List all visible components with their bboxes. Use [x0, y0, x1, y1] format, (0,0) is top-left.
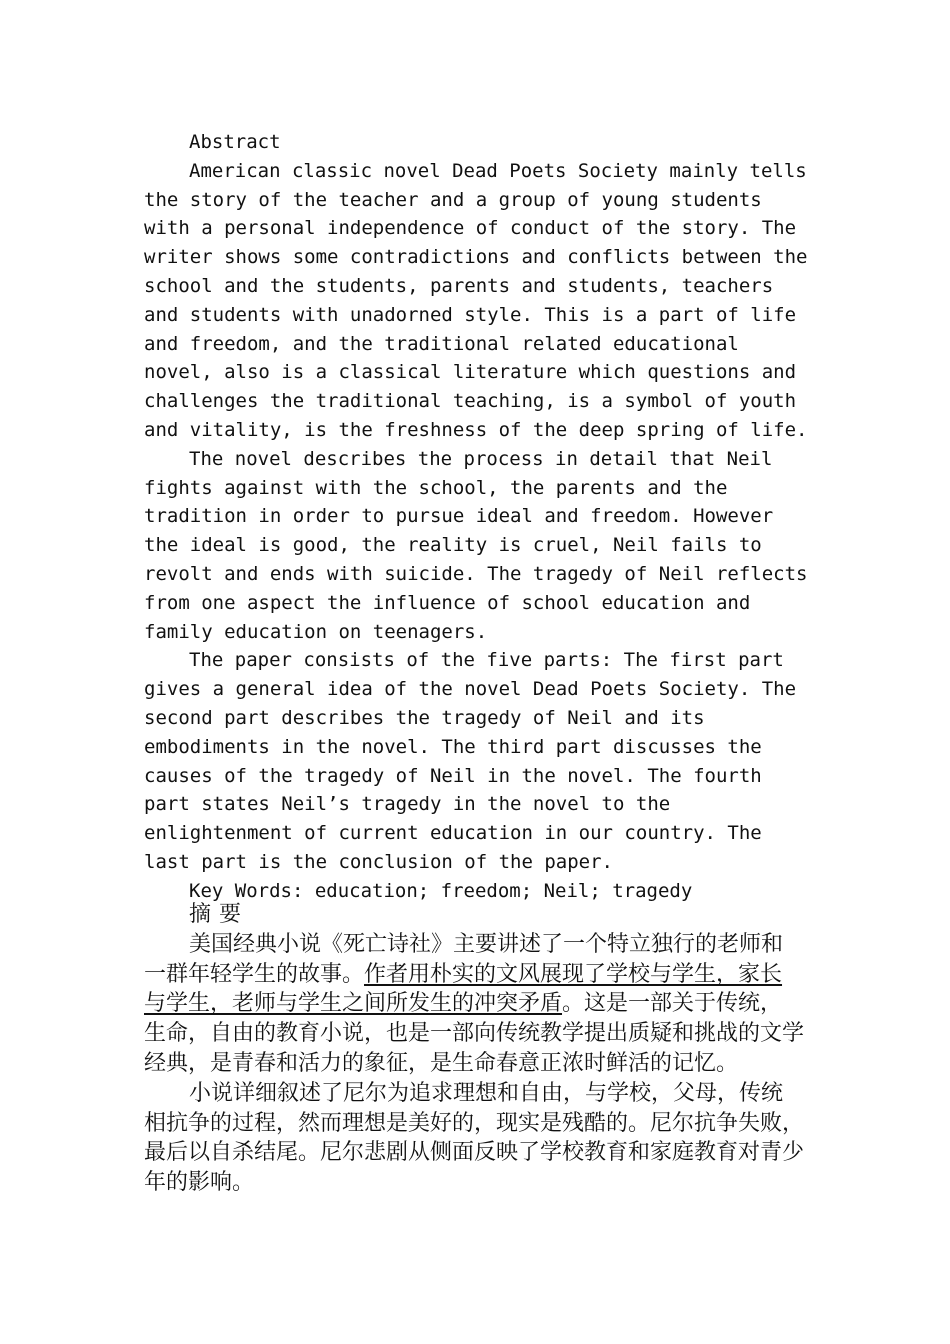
- english-abstract: [144, 128, 814, 906]
- chinese-p1-underlined-text: 作者用朴实的文风展现了学校与学生，家长与学生，老师与学生之间所发生的冲突矛盾: [144, 961, 783, 1017]
- chinese-paragraph-2: 小说详细叙述了尼尔为追求理想和自由，与学校，父母，传统相抗争的过程，然而理想是美好的，现实是残酷的。尼尔抗争失败，最后以自杀结尾。尼尔悲剧从侧面反映了学校教育和家庭教育对青少年的影响。: [144, 1080, 805, 1196]
- abstract-keywords: Key Words: education; freedom; Neil; tragedy: [189, 879, 693, 902]
- chinese-abstract-heading: 摘要: [189, 902, 250, 927]
- abstract-paragraph-3: The paper consists of the five parts: The first part gives a general idea of the novel Dead Poets Society. The second part describes the tragedy of Neil and its embodiments in the novel. The third part discusses the causes of the tragedy of Neil in the novel. The fourth part states Neil’s tragedy in the novel to the enlightenment of current education in our country. The last part is the conclusion of the paper.: [144, 649, 797, 873]
- chinese-p1-text-start: 美国经典小说《死亡诗社》主要讲述了一个特立独行的老师和一群年轻学生的故事。: [144, 931, 784, 987]
- abstract-heading: Abstract: [189, 131, 281, 153]
- abstract-paragraph-2: The novel describes the process in detail that Neil fights against with the school, the parents and the tradition in order to pursue ideal and freedom. However the ideal is good, the reality is cruel, Neil fails to revolt and ends with suicide. The tragedy of Neil reflects from one aspect the influence of school education and family education on teenagers.: [144, 447, 808, 643]
- chinese-paragraph-1: [144, 930, 804, 1079]
- chinese-abstract: [144, 900, 804, 1198]
- chinese-p1-text-end: 。这是一部关于传统，生命，自由的教育小说，也是一部向传统教学提出质疑和挑战的文学经典，是青春和活力的象征，是生命春意正浓时鲜活的记忆。: [144, 991, 805, 1076]
- abstract-paragraph-1: American classic novel Dead Poets Society mainly tells the story of the teacher and a group of young students with a personal independence of conduct of the story. The writer shows some contradictions and conflicts between the school and the students, parents and students, teachers and students with unadorned style. This is a part of life and freedom, and the traditional related educational novel, also is a classical literature which questions and challenges the traditional teaching, is a symbol of youth and vitality, is the freshness of the deep spring of life.: [144, 159, 808, 441]
